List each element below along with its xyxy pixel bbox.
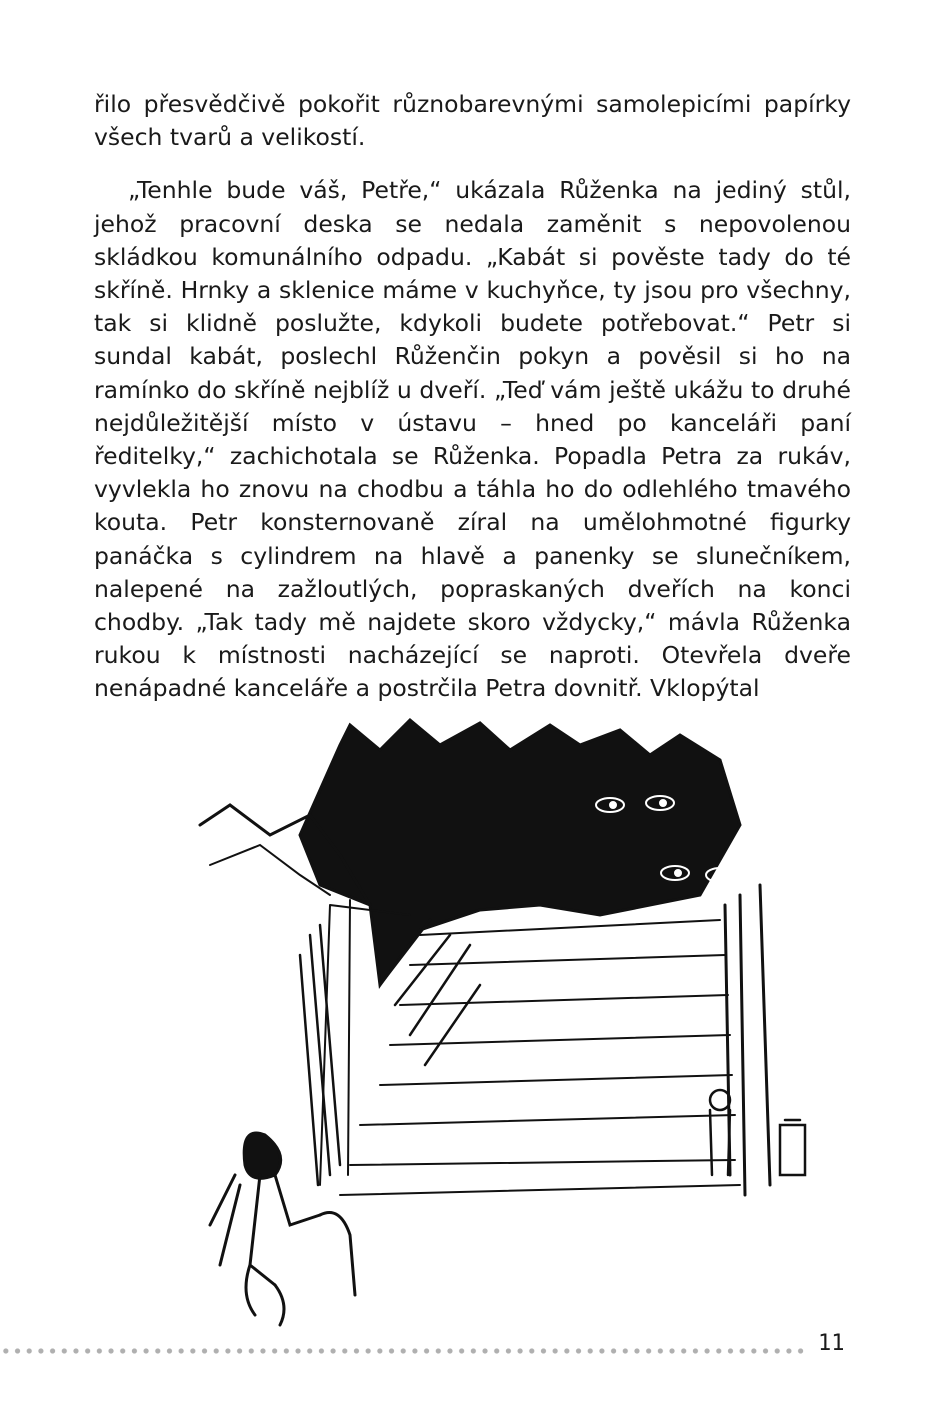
paragraph-main: „Tenhle bude váš, Petře,“ ukázala Růženka na jediný stůl, jehož pracovní deska se nedala zaměnit s nepovolenou skládkou komunálního odpadu. „Kabát si pověste tady do té skříně. Hrnky a sklenice máme v kuchyňce, ty jsou pro všechny, tak si klidně poslužte, kdykoli budete potřebovat.“ Petr si sundal kabát, poslechl Růženčin pokyn a pověsil si ho na ramínko do skříně nejblíž u dveří. „Teď vám ještě ukážu to druhé nejdůležitější místo v ústavu – hned po kanceláři paní ředitelky,“ zachichotala se Růženka. Popadla Petra za rukáv, vyvlekla ho znovu na chodbu a táhla ho do odlehlého tmavého kouta. Petr konsternovaně zíral na umělohmotné figurky panáčka s cylindrem na hlavě a panenky se slunečníkem, nalepené na zažloutlých, popraskaných dveřích na konci chodby. „Tak tady mě najdete skoro vždycky,“ mávla Růženka rukou k místnosti nacházející se naproti. Otevřela dveře nenápadné kanceláře a postrčila Petra dovnitř. Vklopýtal xyxy=(94,176,851,703)
page-text xyxy=(94,88,851,706)
figure-left xyxy=(210,1133,355,1325)
dark-ceiling xyxy=(300,720,740,985)
footer-dotted-rule xyxy=(0,1347,805,1355)
figures-right xyxy=(710,1090,805,1175)
corridor-floor xyxy=(340,920,740,1195)
ink-illustration-corridor xyxy=(180,705,840,1375)
right-wall xyxy=(725,885,770,1195)
page-number: 11 xyxy=(818,1331,845,1356)
paragraph-continuation: řilo přesvědčivě pokořit různobarevnými samolepicími papírky všech tvarů a velikostí. xyxy=(94,90,851,152)
